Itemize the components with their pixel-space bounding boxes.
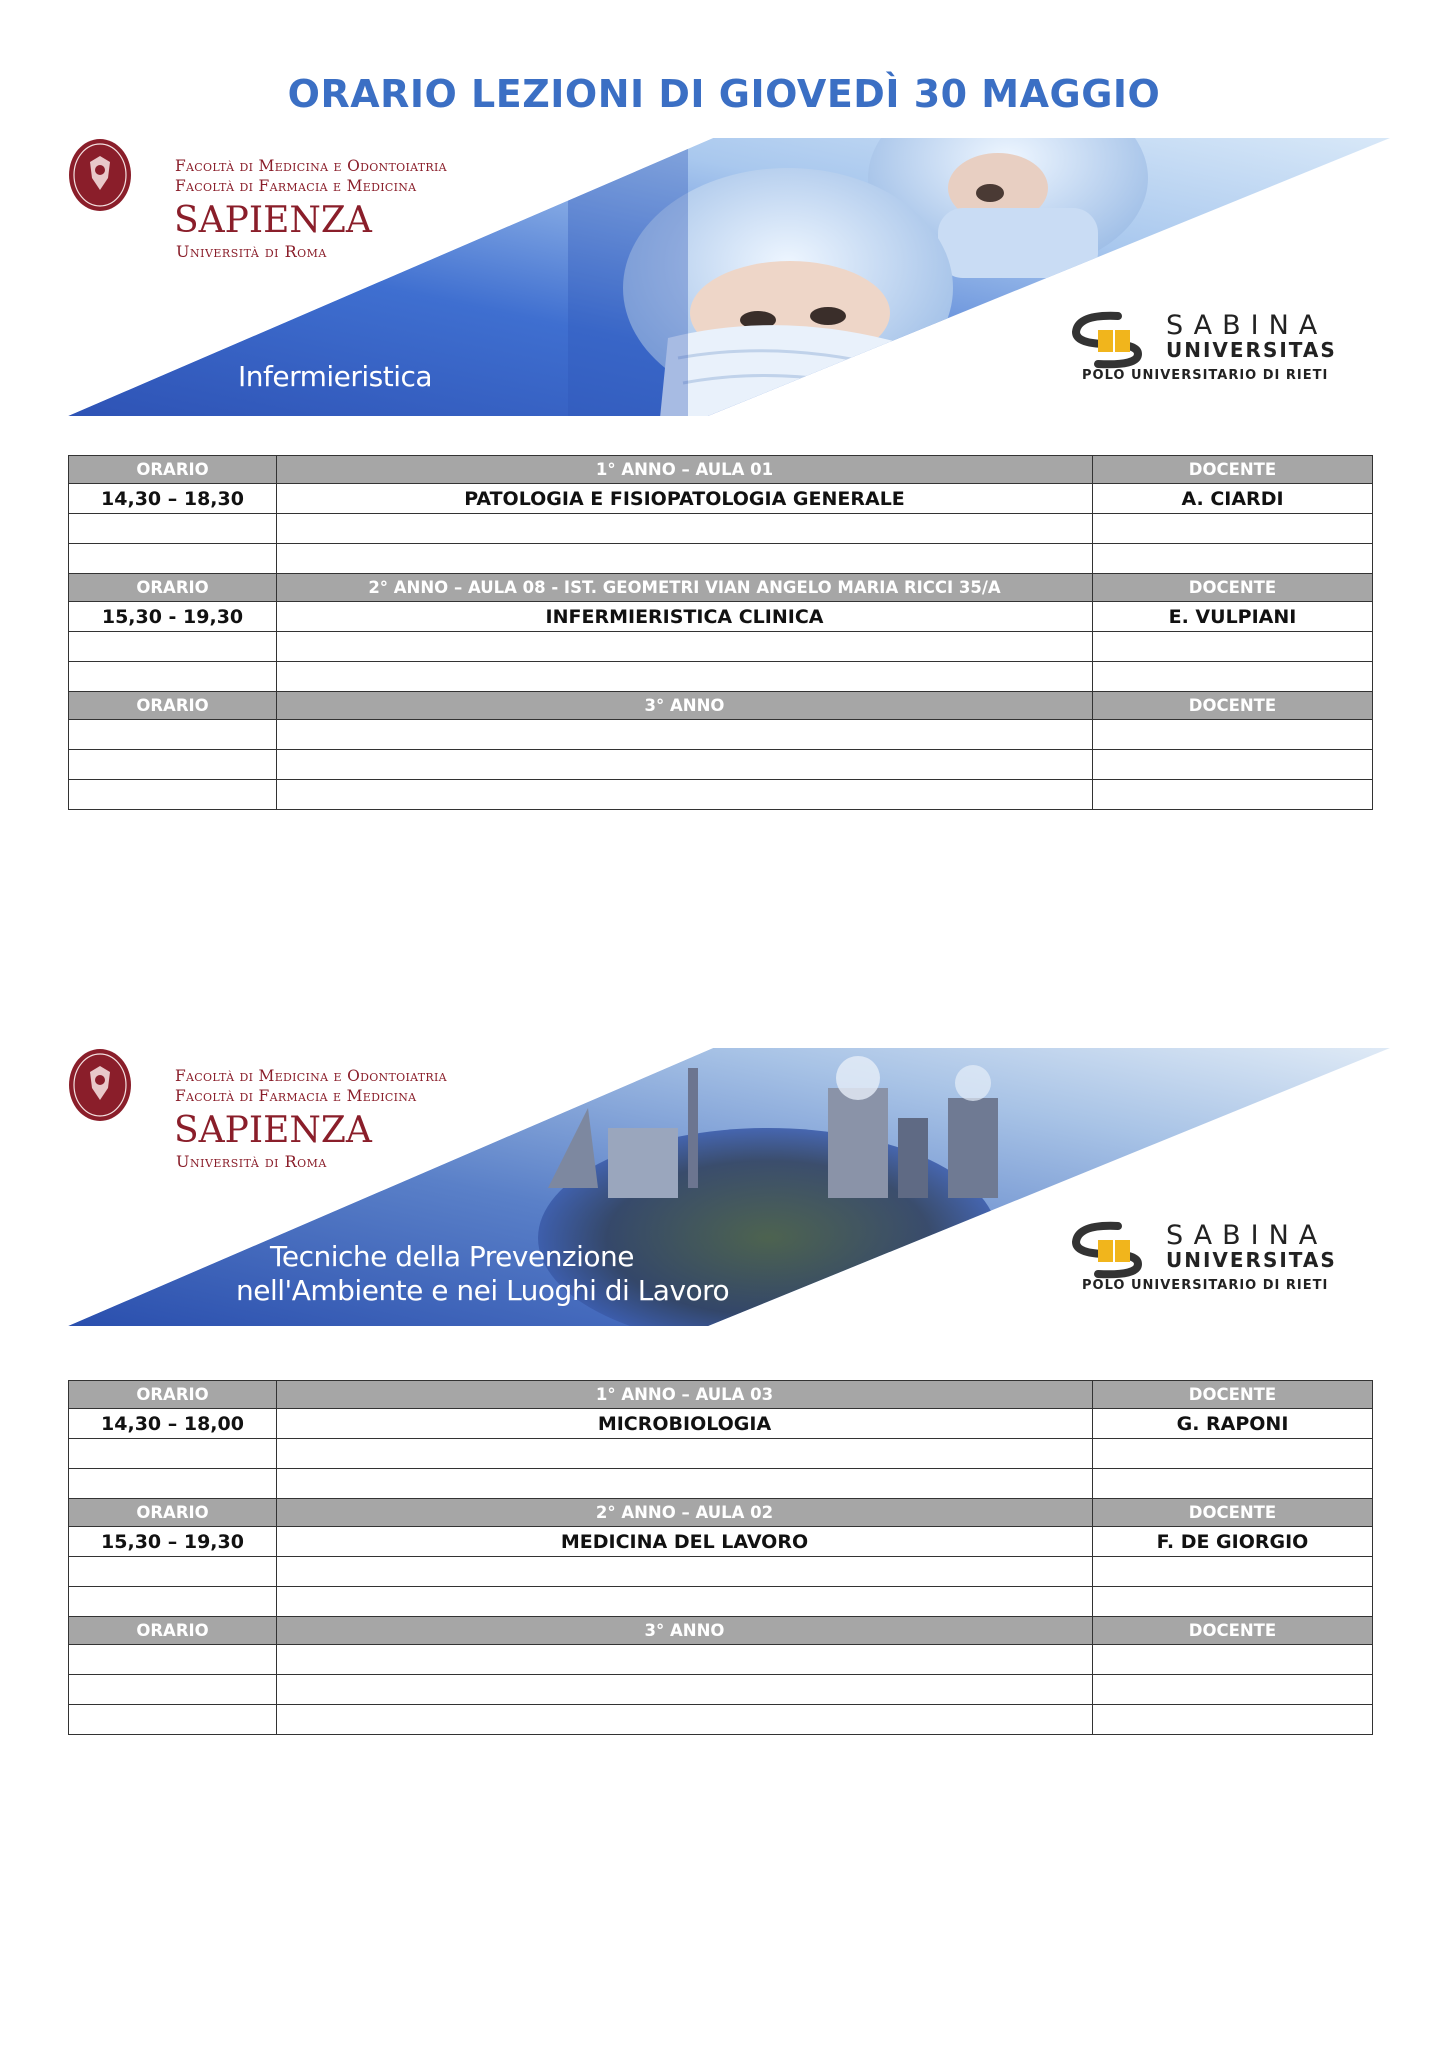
table-row: [69, 1587, 1373, 1617]
table-header-row: [69, 574, 1373, 602]
table-header-row: [69, 1381, 1373, 1409]
course-title: [238, 360, 432, 394]
header-time: ORARIO: [69, 456, 277, 484]
table-header-row: [69, 1617, 1373, 1645]
header-time: ORARIO: [69, 574, 277, 602]
faculty-line-1: Facoltà di Medicina e Odontoiatria: [175, 157, 447, 175]
header-course: 3° ANNO: [277, 1617, 1093, 1645]
table-row: [69, 1469, 1373, 1499]
banner-infermieristica: [68, 138, 1390, 418]
table-header-row: [69, 692, 1373, 720]
table-row: [69, 1557, 1373, 1587]
header-course: 2° ANNO – AULA 02: [277, 1499, 1093, 1527]
faculty-line-2: Facoltà di Farmacia e Medicina: [175, 1087, 417, 1105]
page-title: ORARIO LEZIONI DI GIOVEDÌ 30 MAGGIO: [287, 72, 1161, 116]
cell-course: PATOLOGIA E FISIOPATOLOGIA GENERALE: [277, 484, 1093, 514]
faculty-line-1: Facoltà di Medicina e Odontoiatria: [175, 1067, 447, 1085]
table-row: [69, 1705, 1373, 1735]
table-row: [69, 1409, 1373, 1439]
sabina-logo: [1068, 1220, 1368, 1300]
cell-teacher: [1093, 750, 1373, 780]
sapienza-seal-icon: [68, 138, 132, 212]
cell-time: [69, 1675, 277, 1705]
cell-time: 14,30 – 18,30: [69, 484, 277, 514]
cell-course: [277, 1675, 1093, 1705]
sapienza-wordmark: SAPIENZA: [174, 1110, 372, 1151]
header-teacher: DOCENTE: [1093, 456, 1373, 484]
cell-course: [277, 780, 1093, 810]
header-teacher: DOCENTE: [1093, 1499, 1373, 1527]
sabina-book-icon: [1068, 1220, 1164, 1280]
table-row: [69, 720, 1373, 750]
cell-teacher: [1093, 1645, 1373, 1675]
cell-time: [69, 750, 277, 780]
table-row: [69, 1527, 1373, 1557]
cell-teacher: [1093, 1705, 1373, 1735]
cell-course: [277, 1557, 1093, 1587]
cell-course: [277, 1645, 1093, 1675]
header-course: 3° ANNO: [277, 692, 1093, 720]
cell-teacher: [1093, 544, 1373, 574]
cell-teacher: A. CIARDI: [1093, 484, 1373, 514]
banner-prevenzione: [68, 1048, 1390, 1328]
sabina-wordmark: SABINA: [1166, 1220, 1328, 1251]
cell-time: 15,30 - 19,30: [69, 602, 277, 632]
header-time: ORARIO: [69, 1381, 277, 1409]
faculty-line-2: Facoltà di Farmacia e Medicina: [175, 177, 417, 195]
universitas-wordmark: UNIVERSITAS: [1166, 338, 1337, 362]
cell-course: MEDICINA DEL LAVORO: [277, 1527, 1093, 1557]
table-row: [69, 1645, 1373, 1675]
cell-course: [277, 1439, 1093, 1469]
header-time: ORARIO: [69, 1617, 277, 1645]
sapienza-subtitle: Università di Roma: [176, 1152, 327, 1171]
sabina-book-icon: [1068, 310, 1164, 370]
sabina-logo: [1068, 310, 1368, 390]
table-header-row: [69, 1499, 1373, 1527]
cell-time: [69, 1705, 277, 1735]
header-time: ORARIO: [69, 1499, 277, 1527]
cell-teacher: [1093, 1675, 1373, 1705]
cell-teacher: [1093, 1557, 1373, 1587]
sapienza-subtitle: Università di Roma: [176, 242, 327, 261]
cell-time: [69, 632, 277, 662]
cell-teacher: [1093, 632, 1373, 662]
cell-teacher: F. DE GIORGIO: [1093, 1527, 1373, 1557]
cell-time: [69, 780, 277, 810]
header-course: 1° ANNO – AULA 03: [277, 1381, 1093, 1409]
cell-teacher: [1093, 1439, 1373, 1469]
cell-teacher: [1093, 1469, 1373, 1499]
sabina-wordmark: SABINA: [1166, 310, 1328, 341]
header-time: ORARIO: [69, 692, 277, 720]
table-row: [69, 544, 1373, 574]
cell-course: INFERMIERISTICA CLINICA: [277, 602, 1093, 632]
cell-course: [277, 750, 1093, 780]
cell-time: [69, 1469, 277, 1499]
table-row: [69, 514, 1373, 544]
cell-teacher: [1093, 662, 1373, 692]
cell-course: [277, 662, 1093, 692]
cell-time: [69, 1557, 277, 1587]
cell-teacher: [1093, 514, 1373, 544]
universitas-wordmark: UNIVERSITAS: [1166, 1248, 1337, 1272]
table-row: [69, 602, 1373, 632]
polo-tagline: POLO UNIVERSITARIO DI RIETI: [1082, 368, 1329, 383]
cell-course: [277, 1705, 1093, 1735]
cell-time: [69, 662, 277, 692]
header-teacher: DOCENTE: [1093, 574, 1373, 602]
cell-time: [69, 720, 277, 750]
cell-course: MICROBIOLOGIA: [277, 1409, 1093, 1439]
header-course: 2° ANNO – AULA 08 - IST. GEOMETRI VIAN ANGELO MARIA RICCI 35/A: [277, 574, 1093, 602]
cell-teacher: [1093, 780, 1373, 810]
schedule-table-infermieristica: [68, 455, 1373, 810]
cell-teacher: G. RAPONI: [1093, 1409, 1373, 1439]
course-title-line: Infermieristica: [238, 360, 433, 393]
table-row: [69, 1439, 1373, 1469]
cell-course: [277, 544, 1093, 574]
cell-course: [277, 632, 1093, 662]
cell-time: [69, 1645, 277, 1675]
course-title-line: nell'Ambiente e nei Luoghi di Lavoro: [236, 1274, 730, 1307]
table-row: [69, 780, 1373, 810]
course-title: [236, 1240, 729, 1308]
table-row: [69, 750, 1373, 780]
cell-time: 15,30 – 19,30: [69, 1527, 277, 1557]
cell-time: [69, 1587, 277, 1617]
course-title-line: Tecniche della Prevenzione: [270, 1240, 635, 1273]
header-course: 1° ANNO – AULA 01: [277, 456, 1093, 484]
cell-teacher: [1093, 1587, 1373, 1617]
table-row: [69, 1675, 1373, 1705]
cell-teacher: E. VULPIANI: [1093, 602, 1373, 632]
header-teacher: DOCENTE: [1093, 1617, 1373, 1645]
cell-course: [277, 1469, 1093, 1499]
table-row: [69, 662, 1373, 692]
sapienza-seal-icon: [68, 1048, 132, 1122]
cell-time: [69, 514, 277, 544]
cell-time: [69, 544, 277, 574]
header-teacher: DOCENTE: [1093, 1381, 1373, 1409]
table-row: [69, 632, 1373, 662]
cell-teacher: [1093, 720, 1373, 750]
cell-time: 14,30 – 18,00: [69, 1409, 277, 1439]
cell-course: [277, 720, 1093, 750]
schedule-table-prevenzione: [68, 1380, 1373, 1735]
header-teacher: DOCENTE: [1093, 692, 1373, 720]
table-row: [69, 484, 1373, 514]
cell-time: [69, 1439, 277, 1469]
sapienza-wordmark: SAPIENZA: [174, 200, 372, 241]
polo-tagline: POLO UNIVERSITARIO DI RIETI: [1082, 1278, 1329, 1293]
table-header-row: [69, 456, 1373, 484]
cell-course: [277, 1587, 1093, 1617]
cell-course: [277, 514, 1093, 544]
